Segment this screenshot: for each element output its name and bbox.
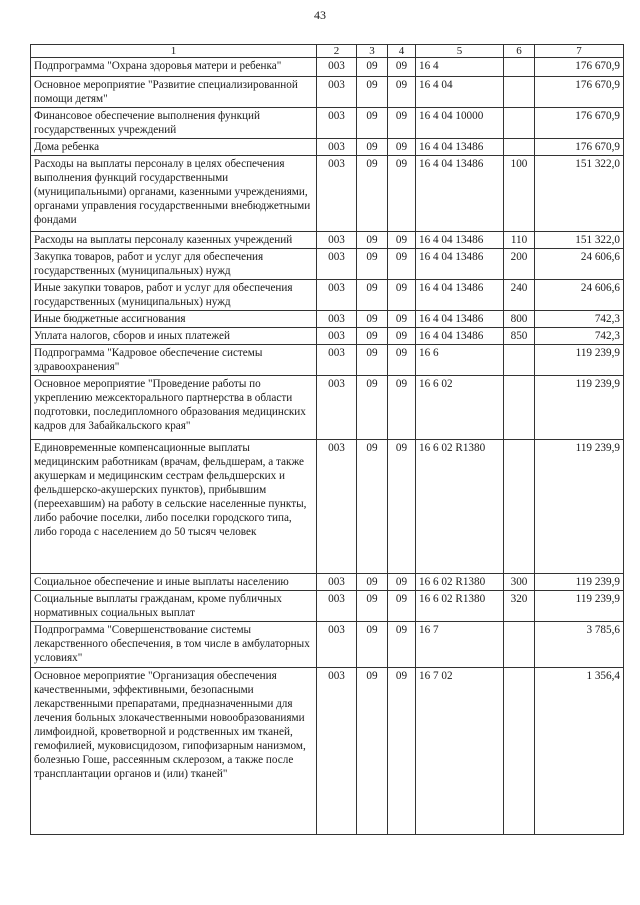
row-section-cell: 09 [357,156,388,232]
row-amount-cell: 151 322,0 [535,232,624,249]
row-amount-cell: 119 239,9 [535,345,624,376]
row-target-code-cell: 16 6 02 R1380 [416,591,504,622]
row-target-code-cell: 16 4 04 13486 [416,156,504,232]
column-header: 1 [31,45,317,58]
table-row [31,345,624,376]
row-amount-cell: 1 356,4 [535,668,624,835]
row-expense-type-cell: 240 [504,280,535,311]
row-expense-type-cell: 800 [504,311,535,328]
row-target-code-cell: 16 4 04 13486 [416,328,504,345]
row-target-code-cell: 16 6 02 R1380 [416,440,504,574]
row-amount-cell: 176 670,9 [535,58,624,77]
row-name-cell: Финансовое обеспечение выполнения функций государственных учреждений [31,108,317,139]
table-row [31,328,624,345]
table-row [31,58,624,77]
row-amount-cell: 24 606,6 [535,249,624,280]
table-row [31,280,624,311]
column-header: 3 [357,45,388,58]
row-name-cell: Иные бюджетные ассигнования [31,311,317,328]
row-expense-type-cell [504,668,535,835]
row-grbs-cell: 003 [317,232,357,249]
row-section-cell: 09 [357,591,388,622]
row-section-cell: 09 [357,139,388,156]
row-grbs-cell: 003 [317,622,357,668]
row-amount-cell: 151 322,0 [535,156,624,232]
row-section-cell: 09 [357,108,388,139]
row-section-cell: 09 [357,77,388,108]
row-grbs-cell: 003 [317,249,357,280]
table-row [31,440,624,574]
row-section-cell: 09 [357,574,388,591]
row-name-cell: Подпрограмма "Кадровое обеспечение системы здравоохранения" [31,345,317,376]
row-grbs-cell: 003 [317,328,357,345]
row-name-cell: Социальные выплаты гражданам, кроме публичных нормативных социальных выплат [31,591,317,622]
row-expense-type-cell: 850 [504,328,535,345]
row-expense-type-cell [504,108,535,139]
table-row [31,232,624,249]
row-section-cell: 09 [357,58,388,77]
table-row [31,77,624,108]
row-expense-type-cell [504,345,535,376]
table-row [31,311,624,328]
table-row [31,574,624,591]
row-section-cell: 09 [357,440,388,574]
row-amount-cell: 176 670,9 [535,108,624,139]
row-grbs-cell: 003 [317,574,357,591]
row-target-code-cell: 16 4 04 13486 [416,139,504,156]
row-subsection-cell: 09 [388,345,416,376]
row-expense-type-cell [504,440,535,574]
column-header: 5 [416,45,504,58]
row-grbs-cell: 003 [317,156,357,232]
row-name-cell: Подпрограмма "Охрана здоровья матери и ребенка" [31,58,317,77]
row-subsection-cell: 09 [388,139,416,156]
row-name-cell: Расходы на выплаты персоналу казенных учреждений [31,232,317,249]
row-grbs-cell: 003 [317,311,357,328]
row-expense-type-cell [504,77,535,108]
row-expense-type-cell [504,622,535,668]
row-section-cell: 09 [357,328,388,345]
row-subsection-cell: 09 [388,440,416,574]
row-subsection-cell: 09 [388,77,416,108]
row-amount-cell: 176 670,9 [535,139,624,156]
row-name-cell: Закупка товаров, работ и услуг для обеспечения государственных (муниципальных) нужд [31,249,317,280]
row-subsection-cell: 09 [388,156,416,232]
row-target-code-cell: 16 6 02 R1380 [416,574,504,591]
row-subsection-cell: 09 [388,280,416,311]
row-target-code-cell: 16 7 [416,622,504,668]
row-section-cell: 09 [357,622,388,668]
row-name-cell: Основное мероприятие "Проведение работы по укреплению межсекторального партнерства в области подготовки, последипломного образования медицинских кадров для Забайкальского края" [31,376,317,440]
row-grbs-cell: 003 [317,280,357,311]
row-target-code-cell: 16 4 04 13486 [416,280,504,311]
row-grbs-cell: 003 [317,376,357,440]
row-expense-type-cell [504,376,535,440]
row-subsection-cell: 09 [388,328,416,345]
row-grbs-cell: 003 [317,668,357,835]
row-subsection-cell: 09 [388,311,416,328]
row-name-cell: Единовременные компенсационные выплаты медицинским работникам (врачам, фельдшерам, а также акушеркам и медицинским сестрам фельдшерских и фельдшерско-акушерских пунктов), прибывшим (переехавшим) на работу в сельские населенные пункты, либо рабочие поселки, либо поселки городского типа, либо города с населением до 50 тысяч человек [31,440,317,574]
budget-table [30,44,624,835]
row-subsection-cell: 09 [388,591,416,622]
row-section-cell: 09 [357,311,388,328]
row-name-cell: Уплата налогов, сборов и иных платежей [31,328,317,345]
column-header: 2 [317,45,357,58]
table-row [31,139,624,156]
row-amount-cell: 176 670,9 [535,77,624,108]
row-section-cell: 09 [357,376,388,440]
row-target-code-cell: 16 4 [416,58,504,77]
row-subsection-cell: 09 [388,668,416,835]
row-subsection-cell: 09 [388,574,416,591]
row-target-code-cell: 16 7 02 [416,668,504,835]
row-section-cell: 09 [357,232,388,249]
row-expense-type-cell: 300 [504,574,535,591]
row-expense-type-cell: 110 [504,232,535,249]
row-expense-type-cell: 200 [504,249,535,280]
row-subsection-cell: 09 [388,232,416,249]
row-expense-type-cell [504,58,535,77]
row-grbs-cell: 003 [317,345,357,376]
table-row [31,249,624,280]
column-header: 4 [388,45,416,58]
row-amount-cell: 119 239,9 [535,591,624,622]
row-subsection-cell: 09 [388,249,416,280]
row-name-cell: Дома ребенка [31,139,317,156]
row-expense-type-cell: 320 [504,591,535,622]
row-grbs-cell: 003 [317,58,357,77]
row-grbs-cell: 003 [317,440,357,574]
row-amount-cell: 119 239,9 [535,574,624,591]
row-target-code-cell: 16 6 [416,345,504,376]
row-name-cell: Социальное обеспечение и иные выплаты населению [31,574,317,591]
row-section-cell: 09 [357,668,388,835]
row-grbs-cell: 003 [317,139,357,156]
row-target-code-cell: 16 4 04 10000 [416,108,504,139]
row-subsection-cell: 09 [388,622,416,668]
row-grbs-cell: 003 [317,108,357,139]
row-section-cell: 09 [357,345,388,376]
page-number: 43 [314,8,326,22]
table-row [31,376,624,440]
row-expense-type-cell: 100 [504,156,535,232]
row-target-code-cell: 16 4 04 13486 [416,232,504,249]
row-amount-cell: 3 785,6 [535,622,624,668]
table-row [31,156,624,232]
table-row [31,668,624,835]
row-target-code-cell: 16 4 04 [416,77,504,108]
row-name-cell: Расходы на выплаты персоналу в целях обеспечения выполнения функций государственными (муниципальными) органами, казенными учреждениями, органами управления государственными внебюджетными фондами [31,156,317,232]
column-number-row [31,45,624,58]
column-header: 7 [535,45,624,58]
table-row [31,591,624,622]
row-amount-cell: 119 239,9 [535,440,624,574]
row-target-code-cell: 16 4 04 13486 [416,311,504,328]
row-grbs-cell: 003 [317,77,357,108]
row-subsection-cell: 09 [388,376,416,440]
row-subsection-cell: 09 [388,58,416,77]
row-target-code-cell: 16 4 04 13486 [416,249,504,280]
row-name-cell: Основное мероприятие "Организация обеспечения качественными, эффективными, безопасными лекарственными препаратами, предназначенными для лечения больных злокачественными новообразованиями лимфоидной, кроветворной и родственных им тканей, гемофилией, муковисцидозом, гипофизарным нанизмом, болезнью Гоше, рассеянным склерозом, а также после трансплантации органов и (или) тканей" [31,668,317,835]
row-subsection-cell: 09 [388,108,416,139]
row-name-cell: Подпрограмма "Совершенствование системы лекарственного обеспечения, в том числе в амбулаторных условиях" [31,622,317,668]
table-row [31,108,624,139]
row-target-code-cell: 16 6 02 [416,376,504,440]
row-amount-cell: 24 606,6 [535,280,624,311]
table-row [31,622,624,668]
row-name-cell: Иные закупки товаров, работ и услуг для обеспечения государственных (муниципальных) нужд [31,280,317,311]
row-name-cell: Основное мероприятие "Развитие специализированной помощи детям" [31,77,317,108]
row-amount-cell: 742,3 [535,311,624,328]
row-amount-cell: 119 239,9 [535,376,624,440]
row-amount-cell: 742,3 [535,328,624,345]
row-section-cell: 09 [357,280,388,311]
row-section-cell: 09 [357,249,388,280]
column-header: 6 [504,45,535,58]
row-grbs-cell: 003 [317,591,357,622]
row-expense-type-cell [504,139,535,156]
